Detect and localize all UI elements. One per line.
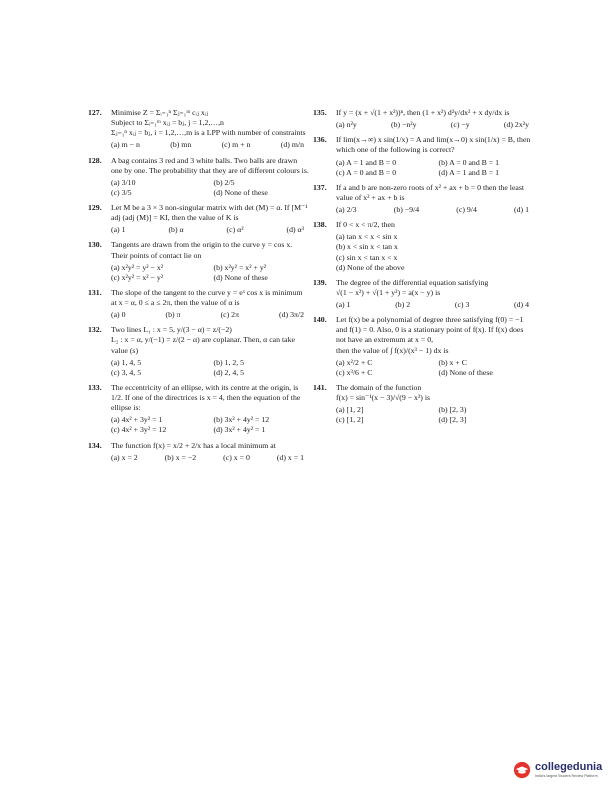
- question-132: [88, 325, 310, 378]
- answer-options: [111, 310, 310, 320]
- question-140: [313, 315, 535, 378]
- answer-options: [336, 205, 535, 215]
- question-136: [313, 135, 535, 178]
- answer-option: (d) 3x² + 4y² = 1: [213, 425, 266, 435]
- answer-option: (a) x²/2 + C: [336, 357, 373, 367]
- answer-option: (d) α³: [286, 225, 304, 235]
- answer-option: (b) mn: [170, 140, 192, 150]
- answer-options: [336, 120, 535, 130]
- answer-option: (c) α²: [226, 225, 244, 235]
- answer-option: (a) x²y² = y² − x²: [111, 262, 164, 272]
- answer-option: (b) 2/5: [213, 177, 235, 187]
- answer-option: (b) −n²y: [390, 120, 417, 130]
- answer-options: [336, 405, 535, 425]
- question-139: [313, 278, 535, 310]
- question-text: The function f(x) = x/2 + 2/x has a local minimum at: [111, 440, 276, 450]
- answer-option: (c) 2π: [220, 310, 240, 320]
- question-text: The eccentricity of an ellipse, with its centre at the origin, is 1/2. If one of the directrices is x = 4, then the equation of the ellipse is:: [111, 382, 301, 413]
- answer-option: (d) m/n: [280, 140, 304, 150]
- answer-option: (d) A = 1 and B = 1: [438, 167, 500, 177]
- answer-options: [111, 453, 310, 463]
- answer-option: (b) x = −2: [164, 452, 197, 462]
- question-134: [88, 441, 310, 463]
- answer-option: (a) 2/3: [336, 205, 357, 214]
- question-text: f(x) = sin⁻¹(x − 3)/√(9 − x²) is: [336, 393, 431, 402]
- answer-options: [111, 225, 310, 235]
- brand-name: collegedunia: [535, 760, 603, 773]
- answer-option: (c) −y: [450, 120, 470, 130]
- answer-option: (b) x²y² = x² + y²: [213, 262, 267, 272]
- question-text: Tangents are drawn from the origin to the curve y = cos x. Their points of contact lie on: [111, 240, 293, 260]
- answer-option: (c) sin x < tan x < x: [336, 252, 398, 262]
- question-text: If y = (x + √(1 + x²))ⁿ, then (1 + x²) d²y/dx² + x dy/dx is: [336, 108, 510, 117]
- question-number: 135.: [313, 108, 327, 117]
- question-text: L₂ : x = α, y/(−1) = z/(2 − α) are coplanar. Then, α can take value (s): [111, 335, 295, 355]
- question-text: The degree of the differential equation satisfying: [336, 277, 489, 287]
- question-number: 137.: [313, 182, 327, 192]
- answer-option: (a) A = 1 and B = 0: [336, 157, 397, 167]
- answer-option: (a) [1, 2]: [336, 405, 364, 415]
- question-text: Minimise Z = Σᵢ₌₁ⁿ Σⱼ₌₁ᵐ cᵢⱼ xᵢⱼ: [111, 108, 209, 117]
- question-number: 138.: [313, 220, 327, 230]
- question-number: 131.: [88, 287, 102, 297]
- question-130: [88, 240, 310, 283]
- answer-options: [336, 158, 535, 178]
- question-text: A bag contains 3 red and 3 white balls. Two balls are drawn one by one. The probability that they are of different colours is.: [111, 155, 309, 175]
- answer-options: [111, 415, 310, 435]
- answer-option: (b) 1, 2, 5: [213, 357, 245, 367]
- question-text: Two lines L₁ : x = 5, y/(3 − α) = z/(−2): [111, 325, 232, 335]
- answer-option: (d) None of these: [213, 272, 268, 282]
- answer-option: (d) 3π/2: [279, 310, 304, 320]
- question-text: √(1 − x²) + √(1 + y²) = a(x − y) is: [336, 287, 441, 297]
- question-text: Σⱼ₌₁ⁿ xᵢⱼ = bⱼ, i = 1,2,…,m is a LPP with number of constraints: [111, 128, 306, 138]
- question-141: [313, 383, 535, 426]
- answer-option: (b) x < sin x < tan x: [336, 242, 398, 252]
- question-text: Let M be a 3 × 3 non-singular matrix with det (M) = α. If [M⁻¹ adj (adj (M)] = KI, then the value of K is: [111, 203, 308, 223]
- question-text: Let f(x) be a polynomial of degree three satisfying f(0) = −1 and f(1) = 0. Also, 0 is a stationary point of f(x). If f(x) does not have an extremum at x = 0,: [336, 315, 524, 345]
- answer-option: (b) 2: [395, 300, 411, 309]
- answer-option: (c) x³/6 + C: [336, 367, 373, 377]
- answer-option: (d) 1: [514, 205, 529, 214]
- question-135: [313, 108, 535, 130]
- question-number: 128.: [88, 155, 102, 165]
- answer-option: (c) x = 0: [223, 452, 250, 462]
- question-text: If 0 < x < π/2, then: [336, 220, 395, 230]
- answer-option: (a) 4x² + 3y² = 1: [111, 415, 163, 425]
- left-column: [88, 108, 310, 468]
- answer-option: (b) A = 0 and B = 1: [438, 157, 500, 167]
- answer-option: (d) None of the above: [336, 262, 405, 272]
- question-number: 140.: [313, 315, 327, 325]
- question-number: 139.: [313, 277, 327, 287]
- answer-option: (a) 1: [336, 300, 351, 309]
- question-number: 130.: [88, 240, 102, 250]
- answer-options: [336, 300, 535, 310]
- answer-option: (a) n²y: [336, 120, 357, 130]
- question-138: [313, 220, 535, 273]
- answer-option: (b) x + C: [438, 357, 467, 367]
- answer-option: (d) x = 1: [276, 452, 304, 462]
- question-text: Subject to Σᵢ₌₁ᵐ xᵢⱼ = bⱼ, j = 1,2,…,n: [111, 118, 224, 128]
- answer-options: [111, 358, 310, 378]
- answer-option: (c) 3, 4, 5: [111, 367, 142, 377]
- answer-options: [336, 232, 535, 273]
- answer-option: (a) 0: [111, 310, 126, 320]
- right-column: [313, 108, 535, 430]
- question-text: The domain of the function: [336, 382, 422, 392]
- question-129: [88, 203, 310, 235]
- question-127: [88, 108, 310, 151]
- question-text: The slope of the tangent to the curve y = eˣ cos x is minimum at x = α, 0 ≤ a ≤ 2π, then the value of α is: [111, 287, 303, 307]
- answer-option: (b) α: [168, 225, 184, 235]
- answer-option: (a) tan x < x < sin x: [336, 232, 398, 242]
- question-number: 133.: [88, 382, 102, 392]
- question-137: [313, 183, 535, 215]
- answer-option: (c) 3/5: [111, 187, 132, 197]
- answer-option: (b) [2, 3): [438, 405, 467, 415]
- answer-option: (b) −9/4: [393, 205, 420, 214]
- answer-option: (d) None of these: [213, 187, 268, 197]
- question-text: then the value of ∫ f(x)/(x³ − 1) dx is: [336, 345, 449, 355]
- question-131: [88, 288, 310, 320]
- answer-option: (d) [2, 3]: [438, 415, 467, 425]
- answer-option: (d) None of these: [438, 367, 493, 377]
- brand-tagline: India's largest Student Review Platform: [535, 773, 598, 778]
- answer-option: (a) 1: [111, 225, 126, 235]
- question-number: 127.: [88, 108, 102, 117]
- answer-option: (d) 2x²y: [503, 120, 529, 130]
- answer-option: (b) π: [165, 310, 181, 320]
- question-number: 129.: [88, 203, 102, 212]
- answer-option: (d) 2, 4, 5: [213, 367, 245, 377]
- answer-option: (b) 3x² + 4y² = 12: [213, 415, 270, 425]
- question-133: [88, 383, 310, 436]
- question-128: [88, 156, 310, 199]
- answer-options: [336, 358, 535, 378]
- question-text: If a and b are non-zero roots of x² + ax + b = 0 then the least value of x² + ax + b is: [336, 182, 525, 202]
- answer-option: (c) 3: [454, 300, 470, 309]
- answer-option: (a) m − n: [111, 140, 140, 150]
- answer-option: (d) 4: [514, 300, 529, 309]
- answer-option: (c) 9/4: [456, 205, 477, 214]
- answer-option: (c) [1, 2]: [336, 415, 364, 425]
- answer-option: (c) x²y² = x² − y²: [111, 272, 164, 282]
- answer-options: [111, 263, 310, 283]
- collegedunia-logo: [513, 756, 603, 784]
- question-text: If lim(x→∞) x sin(1/x) = A and lim(x→0) x sin(1/x) = B, then which one of the following is correct?: [336, 135, 531, 155]
- answer-options: [111, 178, 310, 198]
- answer-option: (a) x = 2: [111, 452, 138, 462]
- answer-option: (c) A = 0 and B = 0: [336, 167, 397, 177]
- answer-option: (a) 1, 4, 5: [111, 357, 142, 367]
- question-number: 134.: [88, 440, 102, 450]
- question-number: 141.: [313, 382, 327, 392]
- answer-option: (c) m + n: [221, 140, 251, 150]
- answer-option: (c) 4x² + 3y² = 12: [111, 425, 167, 435]
- question-number: 132.: [88, 325, 102, 335]
- question-number: 136.: [313, 135, 327, 145]
- graduation-cap-icon: [513, 761, 531, 779]
- answer-options: [111, 140, 310, 150]
- answer-option: (a) 3/10: [111, 177, 136, 187]
